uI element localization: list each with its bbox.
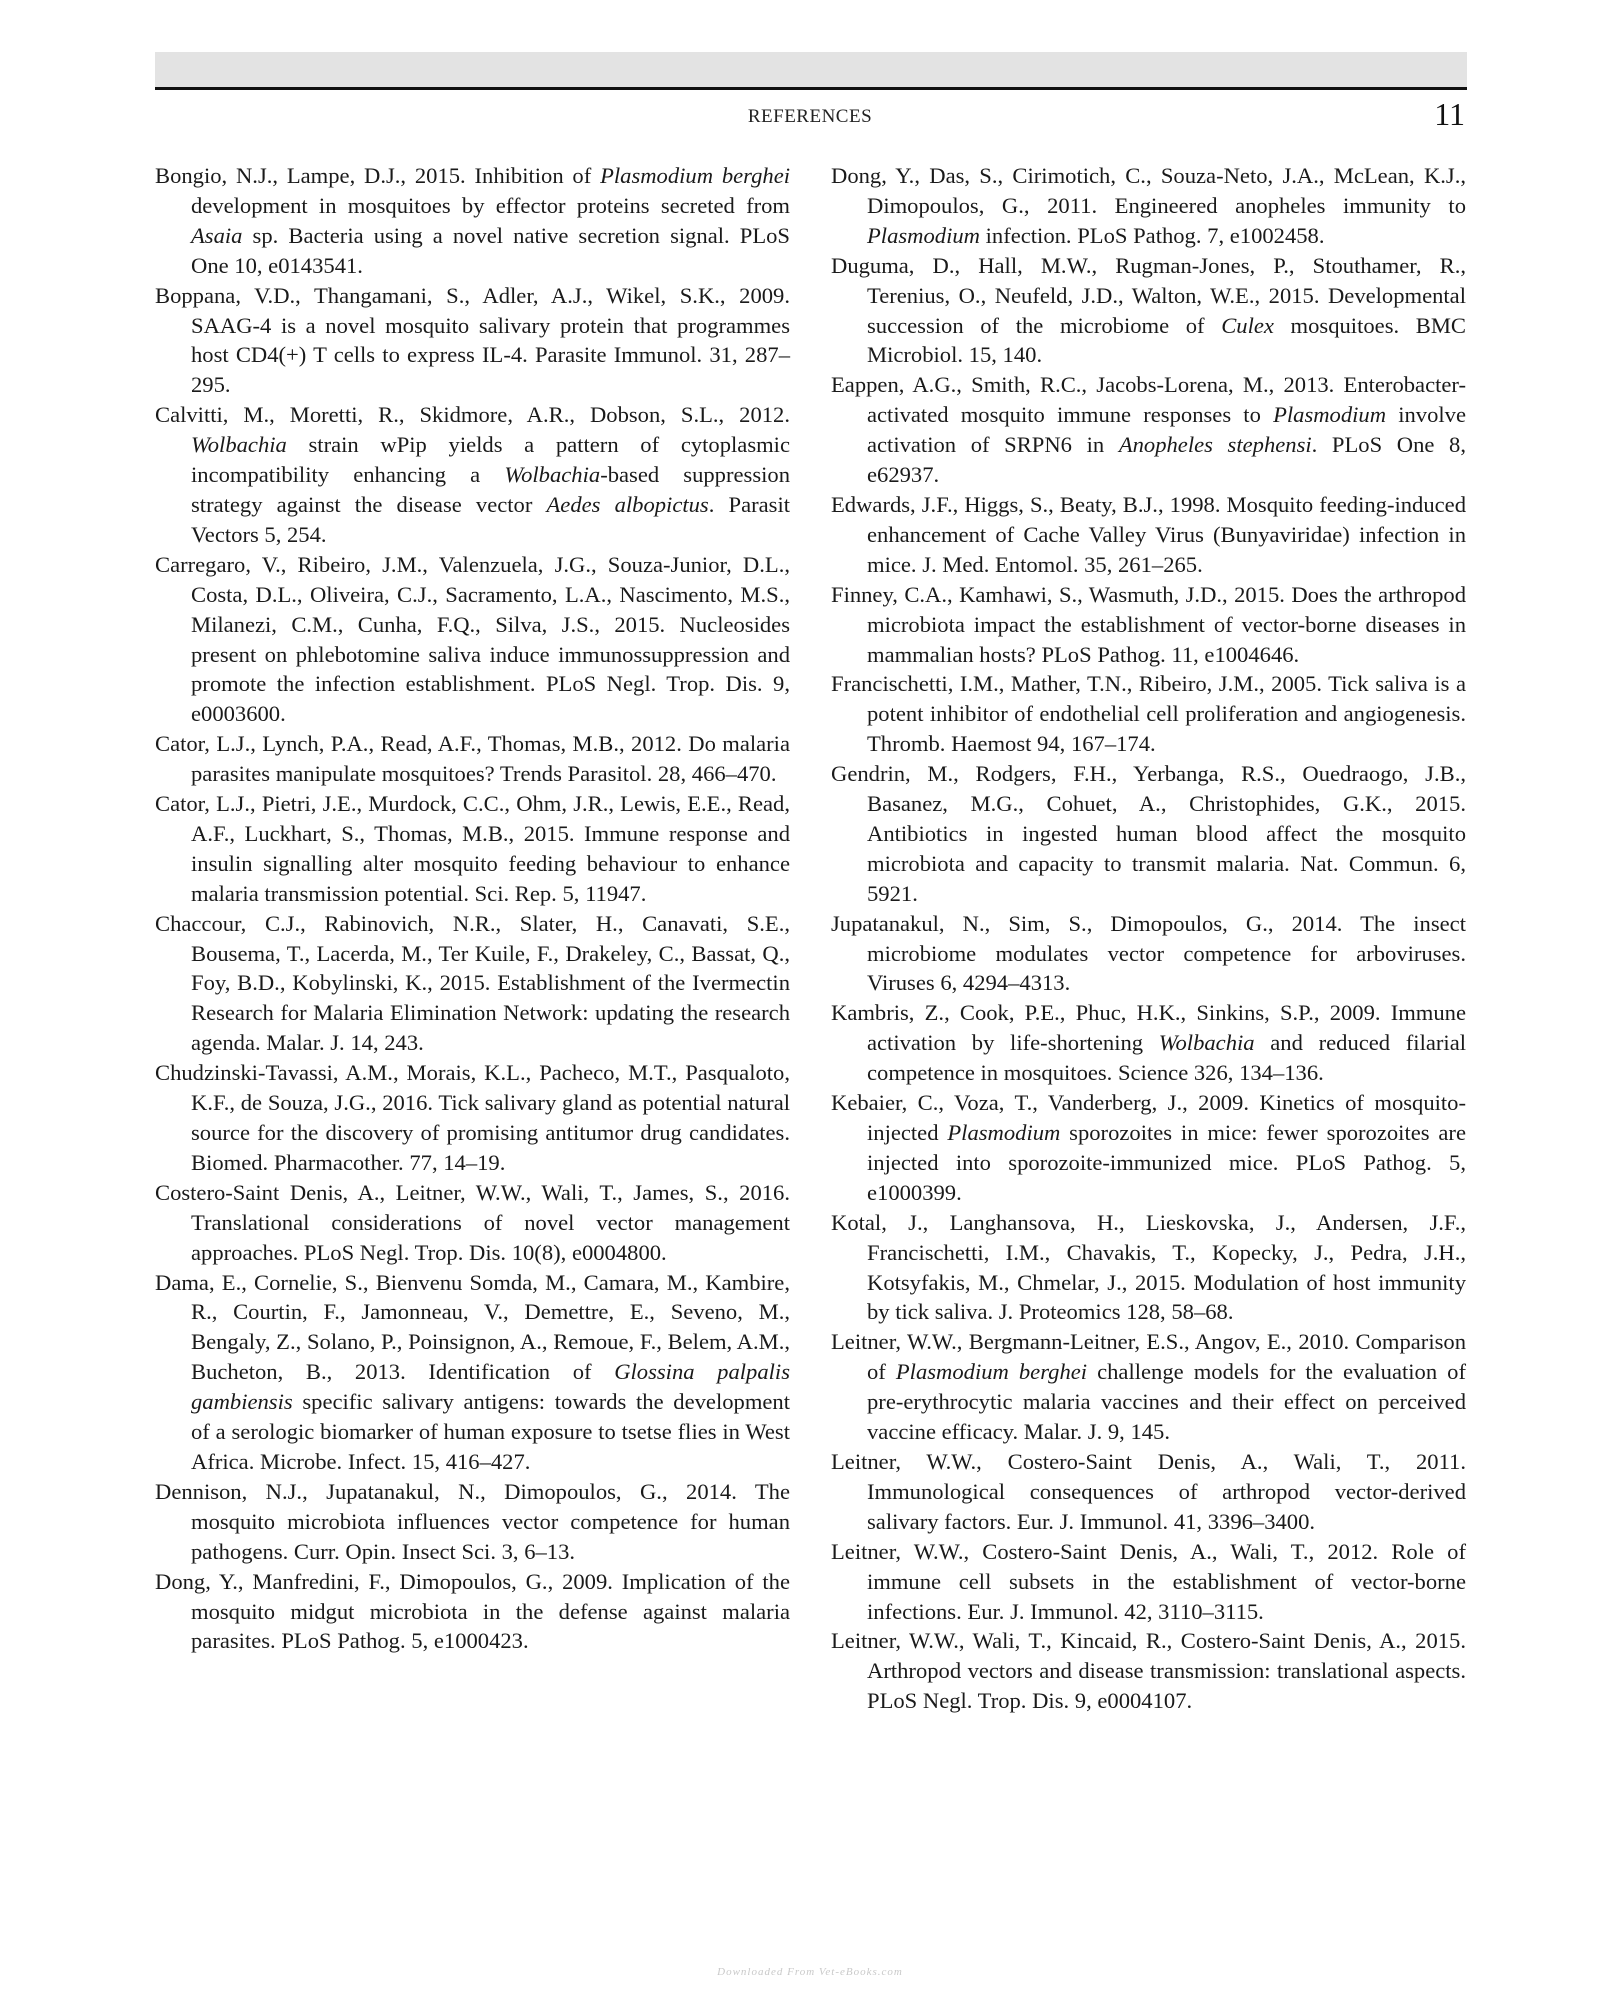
reference-entry [831,759,1466,909]
reference-text: Francischetti, I.M., Mather, T.N., Ribeiro, J.M., 2005. Tick saliva is a potent inhibitor of endothelial cell proliferation and angiogenesis. Thromb. Haemost 94, 167–174. [831,671,1466,757]
reference-entry [831,669,1466,759]
reference-entry [831,998,1466,1088]
reference-text: Edwards, J.F., Higgs, S., Beaty, B.J., 1998. Mosquito feeding-induced enhancement of Cache Valley Virus (Bunyaviridae) infection in mice. J. Med. Entomol. 35, 261–265. [831,491,1466,577]
reference-text: Leitner, W.W., Bergmann-Leitner, E.S., Angov, E., 2010. Comparison of [831,1329,1466,1385]
reference-text: Chudzinski-Tavassi, A.M., Morais, K.L., Pacheco, M.T., Pasqualoto, K.F., de Souza, J.G., 2016. Tick salivary gland as potential natural source for the discovery of promising antitumor drug candidates. Biomed. Pharmacother. 77, 14–19. [155,1060,790,1175]
reference-text: Dennison, N.J., Jupatanakul, N., Dimopoulos, G., 2014. The mosquito microbiota influences vector competence for human pathogens. Curr. Opin. Insect Sci. 3, 6–13. [155,1478,790,1564]
reference-italic-text: Plasmodium berghei [895,1359,1088,1385]
reference-italic-text: Culex [1221,312,1274,338]
reference-text: Calvitti, M., Moretti, R., Skidmore, A.R., Dobson, S.L., 2012. [155,402,790,428]
reference-entry [155,1567,790,1657]
reference-text: . Parasit Vectors 5, 254. [191,491,791,547]
references-column-left [155,161,790,1656]
reference-entry [155,400,790,550]
reference-italic-text: Wolbachia [1158,1030,1255,1056]
reference-text: specific salivary antigens: towards the development of a serologic biomarker of human exposure to tsetse flies in West Africa. Microbe. Infect. 15, 416–427. [191,1389,790,1474]
reference-text: Gendrin, M., Rodgers, F.H., Yerbanga, R.S., Ouedraogo, J.B., Basanez, M.G., Cohuet, A., Christophides, G.K., 2015. Antibiotics in ingested human blood affect the mosquito microbiota and capacity to transmit malaria. Nat. Commun. 6, 5921. [831,761,1466,906]
reference-text: Duguma, D., Hall, M.W., Rugman-Jones, P., Stouthamer, R., Terenius, O., Neufeld, J.D., Walton, W.E., 2015. Developmental succession of the microbiome of [831,252,1466,338]
reference-text: sp. Bacteria using a novel native secretion signal. PLoS One 10, e0143541. [191,222,790,278]
reference-entry [155,281,790,401]
reference-text: Dong, Y., Manfredini, F., Dimopoulos, G., 2009. Implication of the mosquito midgut microbiota in the defense against malaria parasites. PLoS Pathog. 5, e1000423. [155,1568,790,1654]
header-rule [155,87,1467,90]
reference-text: infection. PLoS Pathog. 7, e1002458. [979,222,1325,248]
reference-text: . PLoS One 8, e62937. [867,432,1467,488]
reference-italic-text: Wolbachia [191,432,287,458]
page-number: 11 [1434,96,1465,132]
reference-entry [831,580,1466,670]
reference-text: challenge models for the evaluation of pre-erythrocytic malaria vaccines and their effect on perceived vaccine efficacy. Malar. J. 9, 145. [867,1359,1466,1445]
reference-italic-text: Anopheles stephensi [1118,432,1312,458]
reference-entry [831,1327,1466,1447]
reference-text: Kebaier, C., Voza, T., Vanderberg, J., 2009. Kinetics of mosquito-injected [831,1090,1466,1145]
reference-entry [831,1088,1466,1208]
reference-text: Chaccour, C.J., Rabinovich, N.R., Slater, H., Canavati, S.E., Bousema, T., Lacerda, M., Ter Kuile, F., Drakeley, C., Bassat, Q., Foy, B.D., Kobylinski, K., 2015. Establishment of the Ivermectin Research for Malaria Elimination Network: updating the research agenda. Malar. J. 14, 243. [155,910,790,1056]
reference-italic-text: Plasmodium [1273,402,1387,428]
reference-italic-text: Wolbachia [504,462,601,488]
reference-text: Eappen, A.G., Smith, R.C., Jacobs-Lorena, M., 2013. Enterobacter-activated mosquito immune responses to [831,372,1466,428]
reference-text: Costero-Saint Denis, A., Leitner, W.W., Wali, T., James, S., 2016. Translational considerations of novel vector management approaches. PLoS Negl. Trop. Dis. 10(8), e0004800. [155,1179,790,1265]
reference-text: -based suppression strategy against the disease vector [191,462,790,517]
header-band [155,52,1467,87]
reference-text: Jupatanakul, N., Sim, S., Dimopoulos, G., 2014. The insect microbiome modulates vector competence for arboviruses. Viruses 6, 4294–4313. [831,910,1466,996]
reference-italic-text: Asaia [191,222,243,248]
reference-entry [831,1626,1466,1716]
reference-text: mosquitoes. BMC Microbiol. 15, 140. [867,312,1466,368]
reference-entry [831,909,1466,999]
reference-text: Cator, L.J., Pietri, J.E., Murdock, C.C., Ohm, J.R., Lewis, E.E., Read, A.F., Luckhart, S., Thomas, M.B., 2015. Immune response and insulin signalling alter mosquito feeding behaviour to enhance malaria transmission potential. Sci. Rep. 5, 11947. [155,791,790,906]
reference-text: Kotal, J., Langhansova, H., Lieskovska, J., Andersen, J.F., Francischetti, I.M., Chavakis, T., Kopecky, J., Pedra, J.H., Kotsyfakis, M., Chmelar, J., 2015. Modulation of host immunity by tick saliva. J. Proteomics 128, 58–68. [831,1209,1466,1325]
reference-entry [831,370,1466,490]
reference-entry [831,490,1466,580]
reference-entry [155,1058,790,1178]
reference-text: strain wPip yields a pattern of cytoplasmic incompatibility enhancing a [191,432,790,488]
reference-text: Boppana, V.D., Thangamani, S., Adler, A.J., Wikel, S.K., 2009. SAAG-4 is a novel mosquito salivary protein that programmes host CD4(+) T cells to express IL-4. Parasite Immunol. 31, 287–295. [155,282,790,398]
reference-italic-text: Plasmodium [867,222,980,248]
reference-text: Leitner, W.W., Wali, T., Kincaid, R., Costero-Saint Denis, A., 2015. Arthropod vectors and disease transmission: translational aspects. PLoS Negl. Trop. Dis. 9, e0004107. [831,1628,1466,1714]
reference-entry [831,251,1466,371]
reference-italic-text: Aedes albopictus [546,491,709,517]
reference-text: Carregaro, V., Ribeiro, J.M., Valenzuela, J.G., Souza-Junior, D.L., Costa, D.L., Oliveira, C.J., Sacramento, L.A., Nascimento, M.S., Milanezi, C.M., Cunha, F.Q., Silva, J.S., 2015. Nucleosides present on phlebotomine saliva induce immunossuppression and promote the infection establishment. PLoS Negl. Trop. Dis. 9, e0003600. [155,551,790,727]
reference-text: sporozoites in mice: fewer sporozoites are injected into sporozoite-immunized mice. PLoS Pathog. 5, e1000399. [867,1120,1466,1205]
reference-entry [155,1178,790,1268]
reference-entry [831,1447,1466,1537]
reference-italic-text: Glossina palpalis gambiensis [191,1359,790,1415]
reference-italic-text: Plasmodium [947,1120,1061,1145]
reference-entry [831,161,1466,251]
reference-italic-text: Plasmodium berghei [600,163,791,188]
reference-entry [155,729,790,789]
reference-text: Dama, E., Cornelie, S., Bienvenu Somda, M., Camara, M., Kambire, R., Courtin, F., Jamonneau, V., Demettre, E., Seveno, M., Bengaly, Z., Solano, P., Poinsignon, A., Remoue, F., Belem, A.M., Bucheton, B., 2013. Identification of [155,1269,790,1385]
reference-text: Bongio, N.J., Lampe, D.J., 2015. Inhibition of [155,163,601,188]
references-column-right [831,161,1466,1716]
download-watermark: Downloaded From Vet-eBooks.com [717,1966,903,1978]
reference-entry [831,1208,1466,1328]
running-head: REFERENCES [747,106,873,127]
reference-entry [831,1537,1466,1627]
reference-entry [155,550,790,729]
reference-text: Dong, Y., Das, S., Cirimotich, C., Souza-Neto, J.A., McLean, K.J., Dimopoulos, G., 2011. Engineered anopheles immunity to [831,163,1466,218]
reference-text: development in mosquitoes by effector proteins secreted from [191,192,790,218]
reference-entry [155,161,790,281]
reference-text: Kambris, Z., Cook, P.E., Phuc, H.K., Sinkins, S.P., 2009. Immune activation by life-shortening [831,1000,1466,1056]
reference-entry [155,1268,790,1477]
reference-text: Cator, L.J., Lynch, P.A., Read, A.F., Thomas, M.B., 2012. Do malaria parasites manipulate mosquitoes? Trends Parasitol. 28, 466–470. [155,731,790,787]
reference-text: involve activation of SRPN6 in [867,402,1466,458]
reference-text: Finney, C.A., Kamhawi, S., Wasmuth, J.D., 2015. Does the arthropod microbiota impact the establishment of vector-borne diseases in mammalian hosts? PLoS Pathog. 11, e1004646. [831,581,1466,667]
reference-text: Leitner, W.W., Costero-Saint Denis, A., Wali, T., 2011. Immunological consequences of arthropod vector-derived salivary factors. Eur. J. Immunol. 41, 3396–3400. [831,1448,1466,1534]
reference-entry [155,789,790,909]
reference-entry [155,1477,790,1567]
reference-entry [155,909,790,1059]
reference-text: Leitner, W.W., Costero-Saint Denis, A., Wali, T., 2012. Role of immune cell subsets in the establishment of vector-borne infections. Eur. J. Immunol. 42, 3110–3115. [831,1538,1466,1624]
reference-text: and reduced filarial competence in mosquitoes. Science 326, 134–136. [867,1030,1466,1086]
